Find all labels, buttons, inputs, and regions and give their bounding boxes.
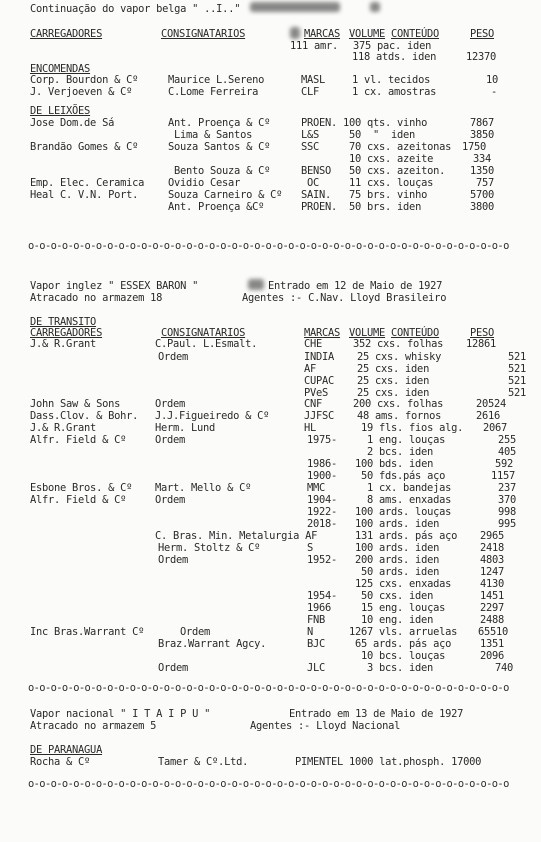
manifest-cell: 100 ards. iden	[355, 542, 440, 554]
manifest-line	[0, 338, 541, 350]
manifest-line	[0, 614, 541, 626]
manifest-cell: Entrado em 12 de Maio de 1927	[268, 280, 443, 292]
manifest-cell: J.& R.Grant	[30, 422, 97, 434]
column-header: VOLUME	[349, 28, 386, 40]
ink-smudge	[290, 27, 300, 39]
manifest-cell: 5700	[470, 189, 495, 201]
manifest-cell: 70 cxs. azeitonas	[349, 141, 452, 153]
manifest-cell: 100 ards. louças	[355, 506, 452, 518]
manifest-line	[0, 86, 541, 98]
ink-smudge	[370, 2, 380, 12]
manifest-cell: J. Verjoeven & Cº	[30, 86, 133, 98]
manifest-line	[0, 410, 541, 422]
separator-line: o-o-o-o-o-o-o-o-o-o-o-o-o-o-o-o-o-o-o-o-o-o-o-o-o-o-o-o-o-o-o-o-o-o-o-o-o-o-o-o-o-o-o	[28, 682, 509, 694]
manifest-line	[0, 590, 541, 602]
manifest-line	[0, 74, 541, 86]
manifest-cell: 2488	[480, 614, 505, 626]
column-header: MARCAS	[304, 28, 341, 40]
column-header: DE PARANAGUA	[30, 744, 103, 756]
manifest-line	[0, 165, 541, 177]
manifest-cell: Emp. Elec. Ceramica	[30, 177, 145, 189]
manifest-cell: HL	[304, 422, 317, 434]
manifest-line	[0, 177, 541, 189]
manifest-cell: Jose Dom.de Sá	[30, 117, 115, 129]
manifest-cell: Vapor nacional " I T A I P U "	[30, 708, 211, 720]
manifest-cell: 1 vl. tecidos	[352, 74, 431, 86]
manifest-cell: 1351	[480, 638, 505, 650]
manifest-cell: 200 cxs. folhas	[353, 398, 444, 410]
manifest-cell: 48 ams. fornos	[357, 410, 442, 422]
manifest-cell: Ordem	[158, 554, 189, 566]
manifest-cell: Alfr. Field & Cº	[30, 434, 127, 446]
manifest-cell: 592	[495, 458, 514, 470]
manifest-cell: Souza Carneiro & Cº	[168, 189, 283, 201]
manifest-cell: 1451	[480, 590, 505, 602]
ink-smudge	[248, 279, 264, 290]
manifest-cell: Agentes :- C.Nav. Lloyd Brasileiro	[242, 292, 447, 304]
separator-line: o-o-o-o-o-o-o-o-o-o-o-o-o-o-o-o-o-o-o-o-o-o-o-o-o-o-o-o-o-o-o-o-o-o-o-o-o-o-o-o-o-o-o	[28, 240, 509, 252]
manifest-cell: Lima & Santos	[174, 129, 253, 141]
manifest-cell: Agentes :- Lloyd Nacional	[250, 720, 401, 732]
manifest-cell: Vapor inglez " ESSEX BARON "	[30, 280, 199, 292]
manifest-line	[0, 422, 541, 434]
manifest-line	[0, 542, 541, 554]
manifest-cell: Dass.Clov. & Bohr.	[30, 410, 139, 422]
manifest-cell: Atracado no armazem 18	[30, 292, 163, 304]
manifest-cell: 200 ards. iden	[355, 554, 440, 566]
column-header: PESO	[470, 28, 495, 40]
manifest-cell: 10	[486, 74, 499, 86]
manifest-cell: 25 cxs. iden	[357, 363, 430, 375]
manifest-cell: 100 ards. iden	[355, 518, 440, 530]
manifest-cell: Atracado no armazem 5	[30, 720, 157, 732]
manifest-cell: Rocha & Cº	[30, 756, 91, 768]
manifest-cell: INDIA	[304, 351, 335, 363]
manifest-cell: 12861	[466, 338, 497, 350]
manifest-cell: CLF	[301, 86, 320, 98]
manifest-line	[0, 292, 541, 304]
manifest-cell: 4130	[480, 578, 505, 590]
manifest-cell: 3 bcs. iden	[367, 662, 434, 674]
manifest-cell: Braz.Warrant Agcy.	[158, 638, 267, 650]
manifest-line	[0, 458, 541, 470]
manifest-line	[0, 650, 541, 662]
manifest-cell: 3850	[470, 129, 495, 141]
ink-smudge	[250, 2, 340, 12]
manifest-cell: 995	[498, 518, 517, 530]
manifest-cell: Inc Bras.Warrant Cº	[30, 626, 145, 638]
manifest-cell: AF	[304, 363, 317, 375]
manifest-cell: CUPAC	[304, 375, 335, 387]
column-header: MARCAS	[304, 327, 341, 339]
manifest-line	[0, 351, 541, 363]
manifest-cell: 10 bcs. louças	[361, 650, 446, 662]
manifest-cell: Herm. Stoltz & Cº	[158, 542, 261, 554]
manifest-cell: 65 ards. pás aço	[355, 638, 452, 650]
manifest-line	[0, 201, 541, 213]
manifest-cell: MASL	[301, 74, 326, 86]
manifest-cell: JJFSC	[304, 410, 335, 422]
manifest-line	[0, 434, 541, 446]
manifest-cell: 1966	[307, 602, 332, 614]
manifest-cell: 1267 vls. arruelas	[349, 626, 458, 638]
manifest-cell: Continuação do vapor belga " ..I.."	[30, 3, 241, 15]
manifest-cell: JLC	[307, 662, 326, 674]
manifest-cell: 1750	[462, 141, 487, 153]
manifest-line	[0, 280, 541, 292]
manifest-cell: PIMENTEL 1000 lat.phosph. 17000	[295, 756, 482, 768]
manifest-line	[0, 744, 541, 756]
manifest-cell: Ordem	[180, 626, 211, 638]
manifest-line	[0, 708, 541, 720]
manifest-line	[0, 105, 541, 117]
manifest-cell: 1986-	[307, 458, 338, 470]
column-header: CONSIGNATARIOS	[161, 28, 246, 40]
manifest-cell: 100 bds. iden	[355, 458, 434, 470]
manifest-cell: Heal C. V.N. Port.	[30, 189, 139, 201]
manifest-cell: 2418	[480, 542, 505, 554]
manifest-cell: 1 cx. bandejas	[367, 482, 452, 494]
manifest-cell: 2297	[480, 602, 505, 614]
manifest-cell: 334	[473, 153, 492, 165]
manifest-cell: CHE	[304, 338, 323, 350]
manifest-cell: 50 ards. iden	[361, 566, 440, 578]
manifest-cell: L&S	[301, 129, 320, 141]
manifest-cell: 50 cxs. azeiton.	[349, 165, 446, 177]
separator-line: o-o-o-o-o-o-o-o-o-o-o-o-o-o-o-o-o-o-o-o-o-o-o-o-o-o-o-o-o-o-o-o-o-o-o-o-o-o-o-o-o-o-o	[28, 778, 509, 790]
manifest-cell: S	[307, 542, 314, 554]
manifest-cell: 1 eng. louças	[367, 434, 446, 446]
manifest-line	[0, 482, 541, 494]
manifest-cell: 10 cxs. azeite	[349, 153, 434, 165]
column-header: PESO	[470, 327, 495, 339]
manifest-cell: 1975-	[307, 434, 338, 446]
column-header: CONTEÚDO	[391, 28, 440, 40]
manifest-cell: PROEN.	[301, 201, 338, 213]
manifest-cell: Entrado em 13 de Maio de 1927	[289, 708, 464, 720]
manifest-cell: 125 cxs. enxadas	[355, 578, 452, 590]
manifest-cell: 521	[508, 363, 527, 375]
manifest-cell: 10 eng. iden	[361, 614, 434, 626]
manifest-cell: C. Bras. Min. Metalurgia AF	[155, 530, 318, 542]
manifest-line	[0, 720, 541, 732]
manifest-line	[0, 506, 541, 518]
manifest-line	[0, 117, 541, 129]
manifest-cell: 25 cxs. iden	[357, 375, 430, 387]
manifest-line	[0, 602, 541, 614]
manifest-line	[0, 662, 541, 674]
manifest-line	[0, 638, 541, 650]
manifest-cell: 1 cx. amostras	[352, 86, 437, 98]
manifest-cell: 11 cxs. louças	[349, 177, 434, 189]
manifest-cell: 12370	[466, 51, 497, 63]
manifest-line	[0, 756, 541, 768]
manifest-cell: 1954-	[307, 590, 338, 602]
manifest-cell: 1247	[480, 566, 505, 578]
manifest-cell: 1904-	[307, 494, 338, 506]
manifest-line	[0, 518, 541, 530]
manifest-cell: 2067	[483, 422, 508, 434]
manifest-cell: N	[307, 626, 314, 638]
manifest-cell: 757	[476, 177, 495, 189]
manifest-cell: 352 cxs. folhas	[353, 338, 444, 350]
manifest-cell: Ovidio Cesar	[168, 177, 241, 189]
manifest-cell: 8 ams. enxadas	[367, 494, 452, 506]
manifest-cell: 100 qts. vinho	[343, 117, 428, 129]
manifest-cell: 50 brs. iden	[349, 201, 422, 213]
manifest-cell: 2 bcs. iden	[367, 446, 434, 458]
manifest-cell: Ant. Proença & Cº	[168, 117, 271, 129]
manifest-cell: CNF	[304, 398, 323, 410]
manifest-cell: 740	[495, 662, 514, 674]
manifest-cell: 370	[498, 494, 517, 506]
manifest-line	[0, 566, 541, 578]
manifest-cell: 131 ards. pás aço	[355, 530, 458, 542]
manifest-cell: 25 cxs. whisky	[357, 351, 442, 363]
manifest-cell: 50 " iden	[349, 129, 416, 141]
manifest-cell: PROEN.	[301, 117, 338, 129]
manifest-cell: 4803	[480, 554, 505, 566]
manifest-cell: MMC	[307, 482, 326, 494]
manifest-line	[0, 189, 541, 201]
manifest-cell: Ordem	[155, 398, 186, 410]
manifest-cell: Ordem	[155, 434, 186, 446]
manifest-cell: 19 fls. fios alg.	[361, 422, 464, 434]
manifest-cell: Corp. Bourdon & Cº	[30, 74, 139, 86]
manifest-line	[0, 446, 541, 458]
manifest-cell: 1157	[491, 470, 516, 482]
manifest-cell: 521	[508, 351, 527, 363]
manifest-cell: BENSO	[301, 165, 332, 177]
manifest-cell: PVeS	[304, 387, 329, 399]
manifest-cell: 1922-	[307, 506, 338, 518]
manifest-cell: 20524	[476, 398, 507, 410]
manifest-cell: 1350	[470, 165, 495, 177]
manifest-cell: 7867	[470, 117, 495, 129]
manifest-line	[0, 398, 541, 410]
manifest-cell: 1952-	[307, 554, 338, 566]
manifest-line	[0, 129, 541, 141]
manifest-cell: SSC	[301, 141, 320, 153]
manifest-cell: 521	[508, 375, 527, 387]
manifest-cell: 25 cxs. iden	[357, 387, 430, 399]
column-header: DE TRANSITO	[30, 316, 97, 328]
manifest-cell: Ant. Proença &Cº	[168, 201, 265, 213]
manifest-cell: Alfr. Field & Cº	[30, 494, 127, 506]
manifest-cell: Souza Santos & Cº	[168, 141, 271, 153]
manifest-cell: 405	[498, 446, 517, 458]
manifest-cell: 521	[508, 387, 527, 399]
manifest-cell: 65510	[478, 626, 509, 638]
column-header: CARREGADORES	[30, 327, 103, 339]
manifest-line	[0, 578, 541, 590]
column-header: ENCOMENDAS	[30, 63, 91, 75]
manifest-cell: Herm. Lund	[155, 422, 216, 434]
column-header: VOLUME	[349, 327, 386, 339]
manifest-cell: 2018-	[307, 518, 338, 530]
manifest-cell: Tamer & Cº.Ltd.	[158, 756, 249, 768]
column-header: CARREGADORES	[30, 28, 103, 40]
manifest-cell: 255	[498, 434, 517, 446]
manifest-cell: Mart. Mello & Cº	[155, 482, 252, 494]
manifest-cell: OC	[307, 177, 320, 189]
manifest-cell: 3800	[470, 201, 495, 213]
manifest-cell: 1900-	[307, 470, 338, 482]
manifest-line	[0, 554, 541, 566]
column-header: CONSIGNATARIOS	[161, 327, 246, 339]
column-header: DE LEIXÕES	[30, 105, 91, 117]
manifest-cell: 375 pac. iden	[353, 40, 432, 52]
manifest-cell: J.J.Figueiredo & Cº	[155, 410, 270, 422]
manifest-line	[0, 51, 541, 63]
manifest-cell: -	[491, 86, 498, 98]
column-header: CONTEÚDO	[391, 327, 440, 339]
manifest-cell: 15 eng. louças	[361, 602, 446, 614]
manifest-cell: Esbone Bros. & Cº	[30, 482, 133, 494]
manifest-cell: SAIN.	[301, 189, 332, 201]
manifest-line	[0, 375, 541, 387]
manifest-cell: Bento Souza & Cº	[174, 165, 271, 177]
manifest-cell: C.Lome Ferreira	[168, 86, 259, 98]
manifest-cell: 998	[498, 506, 517, 518]
manifest-line	[0, 141, 541, 153]
manifest-cell: 50 fds.pás aço	[361, 470, 446, 482]
manifest-cell: 2965	[480, 530, 505, 542]
manifest-cell: 2096	[480, 650, 505, 662]
manifest-line	[0, 153, 541, 165]
manifest-cell: 118 atds. iden	[352, 51, 437, 63]
manifest-line	[0, 626, 541, 638]
manifest-cell: 111 amr.	[290, 40, 339, 52]
manifest-cell: FNB	[307, 614, 326, 626]
manifest-cell: Ordem	[155, 494, 186, 506]
manifest-cell: Ordem	[158, 662, 189, 674]
manifest-cell: Maurice L.Sereno	[168, 74, 265, 86]
manifest-line	[0, 530, 541, 542]
manifest-line	[0, 363, 541, 375]
manifest-cell: C.Paul. L.Esmalt.	[155, 338, 258, 350]
manifest-line	[0, 470, 541, 482]
manifest-cell: Ordem	[158, 351, 189, 363]
manifest-line	[0, 28, 541, 40]
manifest-line	[0, 494, 541, 506]
manifest-cell: Brandão Gomes & Cº	[30, 141, 139, 153]
manifest-cell: 75 brs. vinho	[349, 189, 428, 201]
manifest-cell: 50 cxs. iden	[361, 590, 434, 602]
manifest-cell: 237	[498, 482, 517, 494]
manifest-cell: 2616	[476, 410, 501, 422]
manifest-cell: BJC	[307, 638, 326, 650]
manifest-cell: John Saw & Sons	[30, 398, 121, 410]
manifest-cell: J.& R.Grant	[30, 338, 97, 350]
